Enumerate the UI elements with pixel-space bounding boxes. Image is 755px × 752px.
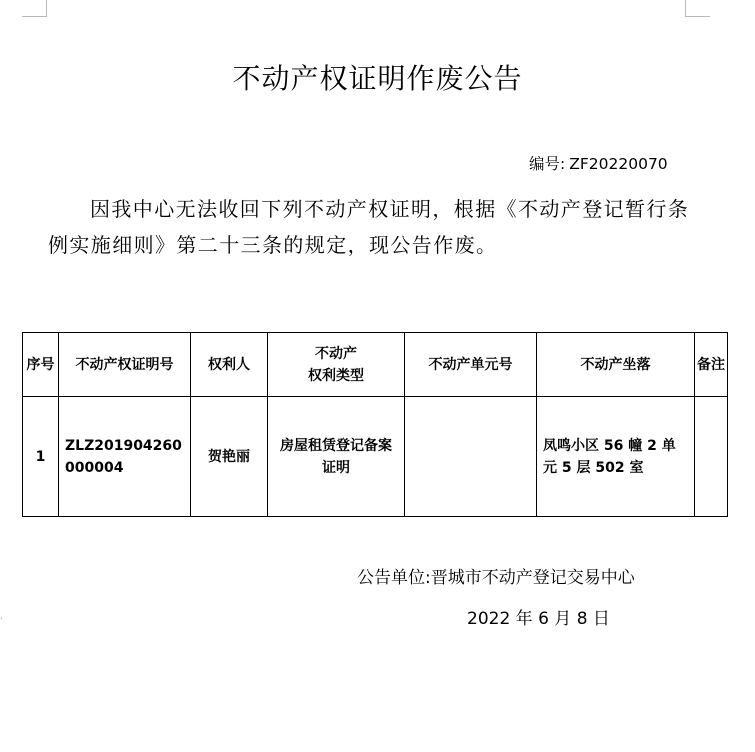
header-holder: 权利人 (191, 333, 268, 397)
notice-body: 因我中心无法收回下列不动产权证明，根据《不动产登记暂行条例实施细则》第二十三条的规定，现公告作废。 (48, 197, 690, 257)
header-unit-no: 不动产单元号 (405, 333, 537, 397)
header-seq: 序号 (23, 333, 59, 397)
issuing-unit-label: 公告单位: (357, 568, 431, 588)
issuing-unit-name: 晋城市不动产登记交易中心 (430, 568, 635, 588)
crop-mark-top-left (22, 0, 47, 17)
table-row (23, 397, 728, 517)
edge-marker: ˈ (0, 617, 3, 627)
table-header-row (23, 333, 728, 397)
cell-seq: 1 (23, 397, 59, 517)
cell-remarks (695, 397, 728, 517)
header-right-type-line1: 不动产 (315, 345, 357, 362)
cell-location: 凤鸣小区 56 幢 2 单元 5 层 502 室 (537, 397, 695, 517)
header-right-type (268, 333, 405, 397)
document-number (529, 154, 668, 174)
header-remarks: 备注 (695, 333, 728, 397)
cell-unit-no (405, 397, 537, 517)
cell-holder: 贺艳丽 (191, 397, 268, 517)
void-certificate-table (22, 332, 728, 517)
cell-right-type: 房屋租赁登记备案证明 (268, 397, 405, 517)
header-location: 不动产坐落 (537, 333, 695, 397)
header-right-type-line2: 权利类型 (308, 367, 364, 384)
document-number-value: ZF20220070 (569, 155, 668, 173)
crop-mark-top-right (685, 0, 710, 17)
notice-date: 2022 年 6 月 8 日 (467, 609, 610, 629)
document-number-label: 编号: (529, 155, 566, 173)
issuing-unit (357, 567, 635, 589)
header-cert-no: 不动产权证明号 (59, 333, 191, 397)
cell-cert-no: ZLZ201904260000004 (59, 397, 191, 517)
document-title: 不动产权证明作废公告 (232, 62, 523, 95)
